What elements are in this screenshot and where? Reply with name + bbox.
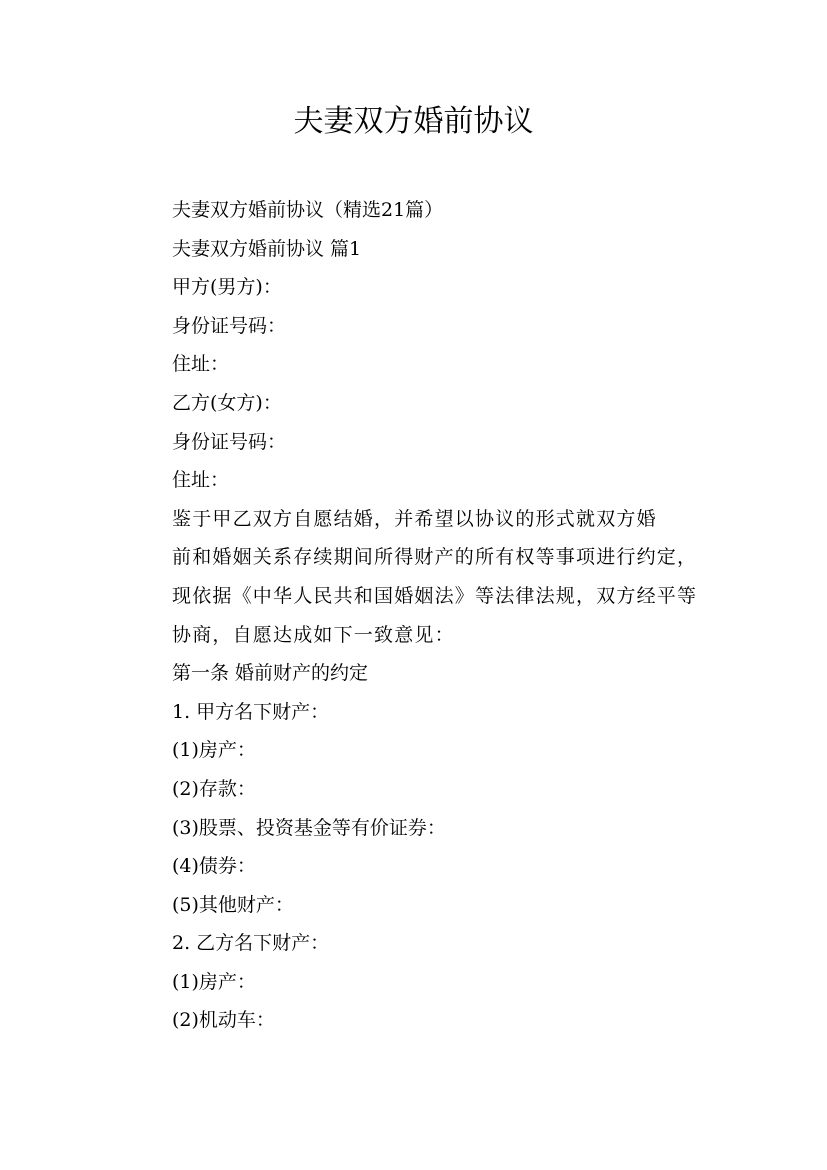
- list-item: 2. 乙方名下财产：: [172, 932, 330, 955]
- preamble-paragraph: [126, 500, 706, 654]
- list-item: 1. 甲方名下财产：: [172, 700, 330, 723]
- paragraph-line: 鉴于甲乙双方自愿结婚，并希望以协议的形式就双方婚: [172, 507, 657, 530]
- paragraph-line: 前和婚姻关系存续期间所得财产的所有权等事项进行约定，: [172, 546, 698, 569]
- paragraph-line: 现依据《中华人民共和国婚姻法》等法律法规，双方经平等: [172, 584, 698, 607]
- section-heading: 夫妻双方婚前协议 篇1: [172, 237, 362, 260]
- document-body: [126, 191, 706, 1040]
- list-item: (2)机动车：: [172, 1009, 275, 1032]
- list-item: (1)房产：: [172, 970, 256, 993]
- list-item: (2)存款：: [172, 777, 256, 800]
- party-b-address-label: 住址：: [172, 469, 230, 492]
- list-item: (4)债券：: [172, 855, 256, 878]
- subtitle-line: 夫妻双方婚前协议（精选21篇）: [172, 199, 444, 221]
- article-one-heading: 第一条 婚前财产的约定: [172, 662, 369, 685]
- party-a-label: 甲方(男方)：: [172, 276, 282, 299]
- party-b-label: 乙方(女方)：: [172, 391, 282, 414]
- paragraph-line: 协商，自愿达成如下一致意见：: [172, 623, 455, 646]
- document-title: 夫妻双方婚前协议: [293, 104, 534, 139]
- list-item: (1)房产：: [172, 739, 256, 762]
- list-item: (3)股票、投资基金等有价证券：: [172, 816, 446, 839]
- party-b-id-label: 身份证号码：: [172, 430, 287, 453]
- list-item: (5)其他财产：: [172, 893, 294, 916]
- party-a-id-label: 身份证号码：: [172, 314, 287, 337]
- party-a-address-label: 住址：: [172, 353, 230, 376]
